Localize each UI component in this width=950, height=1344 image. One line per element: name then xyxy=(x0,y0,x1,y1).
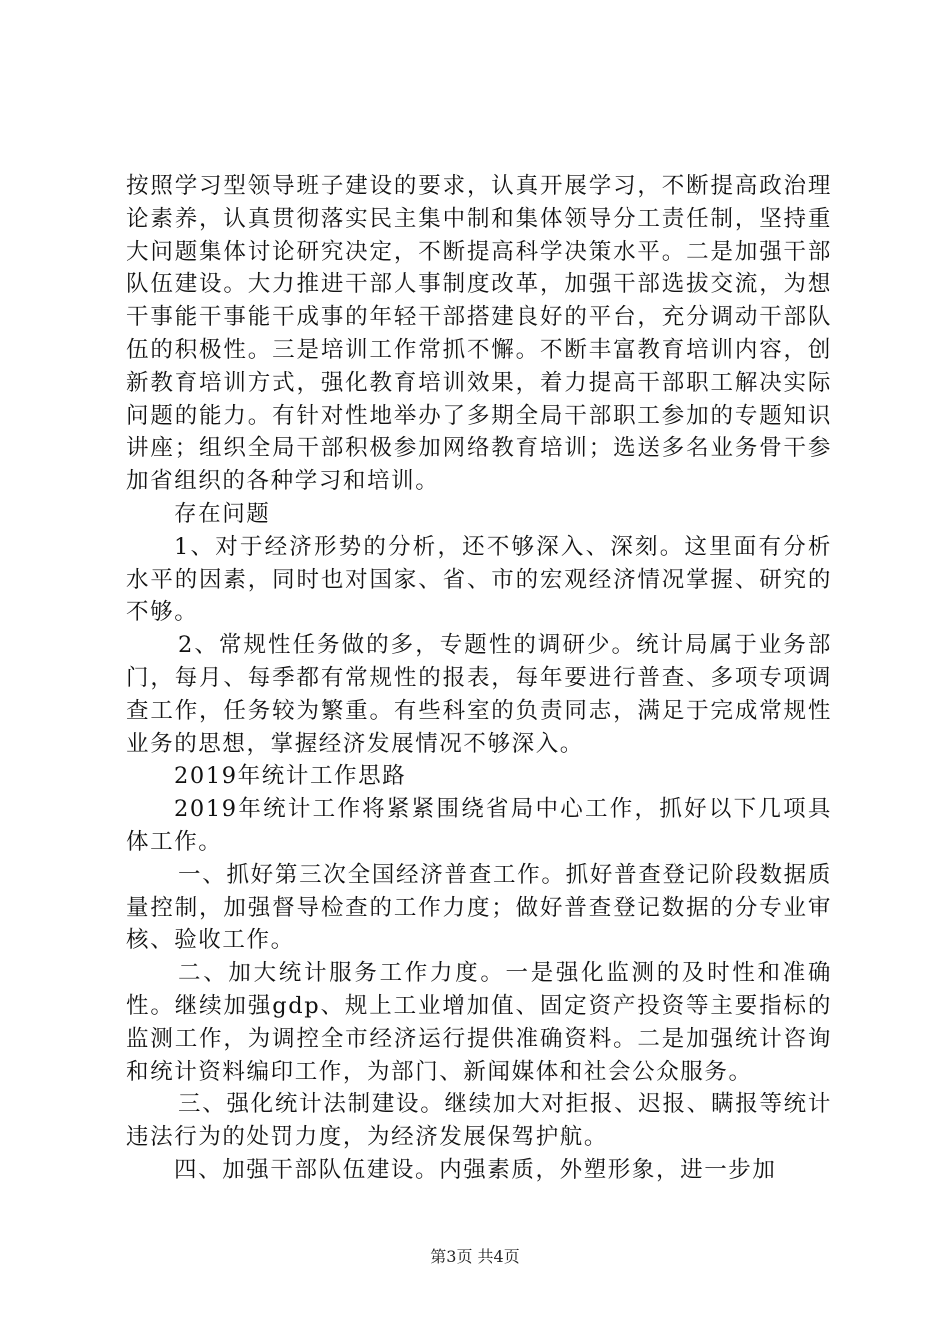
paragraph-work-plan-intro: 2019年统计工作将紧紧围绕省局中心工作，抓好以下几项具体工作。 xyxy=(126,796,832,855)
heading-existing-problems: 存在问题 xyxy=(174,500,271,527)
page-number-footer: 第3页 共4页 xyxy=(430,1247,520,1266)
paragraph-plan-item-1: 一、抓好第三次全国经济普查工作。抓好普查登记阶段数据质量控制，加强督导检查的工作力度；做好普查登记数据的分专业审核、验收工作。 xyxy=(126,861,832,954)
paragraph-plan-item-3: 三、强化统计法制建设。继续加大对拒报、迟报、瞒报等统计违法行为的处罚力度，为经济发展保驾护航。 xyxy=(126,1091,832,1151)
paragraph-leadership-training: 按照学习型领导班子建设的要求，认真开展学习，不断提高政治理论素养，认真贯彻落实民主集中制和集体领导分工责任制，坚持重大问题集体讨论研究决定，不断提高科学决策水平。二是加强干部队伍建设。大力推进干部人事制度改革，加强干部选拔交流，为想干事能干事能干成事的年轻干部搭建良好的平台，充分调动干部队伍的积极性。三是培训工作常抓不懈。不断丰富教育培训内容，创新教育培训方式，强化教育培训效果，着力提高干部职工解决实际问题的能力。有针对性地举办了多期全局干部职工参加的专题知识讲座；组织全局干部积极参加网络教育培训；选送多名业务骨干参加省组织的各种学习和培训。 xyxy=(126,173,832,495)
heading-work-plan-2019: 2019年统计工作思路 xyxy=(174,763,407,790)
paragraph-plan-item-4: 四、加强干部队伍建设。内强素质，外塑形象，进一步加 xyxy=(174,1156,777,1183)
paragraph-plan-item-2: 二、加大统计服务工作力度。一是强化监测的及时性和准确性。继续加强gdp、规上工业增加值、固定资产投资等主要指标的监测工作，为调控全市经济运行提供准确资料。二是加强统计咨询和统计资料编印工作，为部门、新闻媒体和社会公众服务。 xyxy=(126,960,832,1085)
document-body xyxy=(126,170,832,1187)
paragraph-problem-1: 1、对于经济形势的分析，还不够深入、深刻。这里面有分析水平的因素，同时也对国家、省、市的宏观经济情况掌握、研究的不够。 xyxy=(126,533,832,626)
paragraph-problem-2: 2、常规性任务做的多，专题性的调研少。统计局属于业务部门，每月、每季都有常规性的报表，每年要进行普查、多项专项调查工作，任务较为繁重。有些科室的负责同志，满足于完成常规性业务的思想，掌握经济发展情况不够深入。 xyxy=(126,632,832,757)
